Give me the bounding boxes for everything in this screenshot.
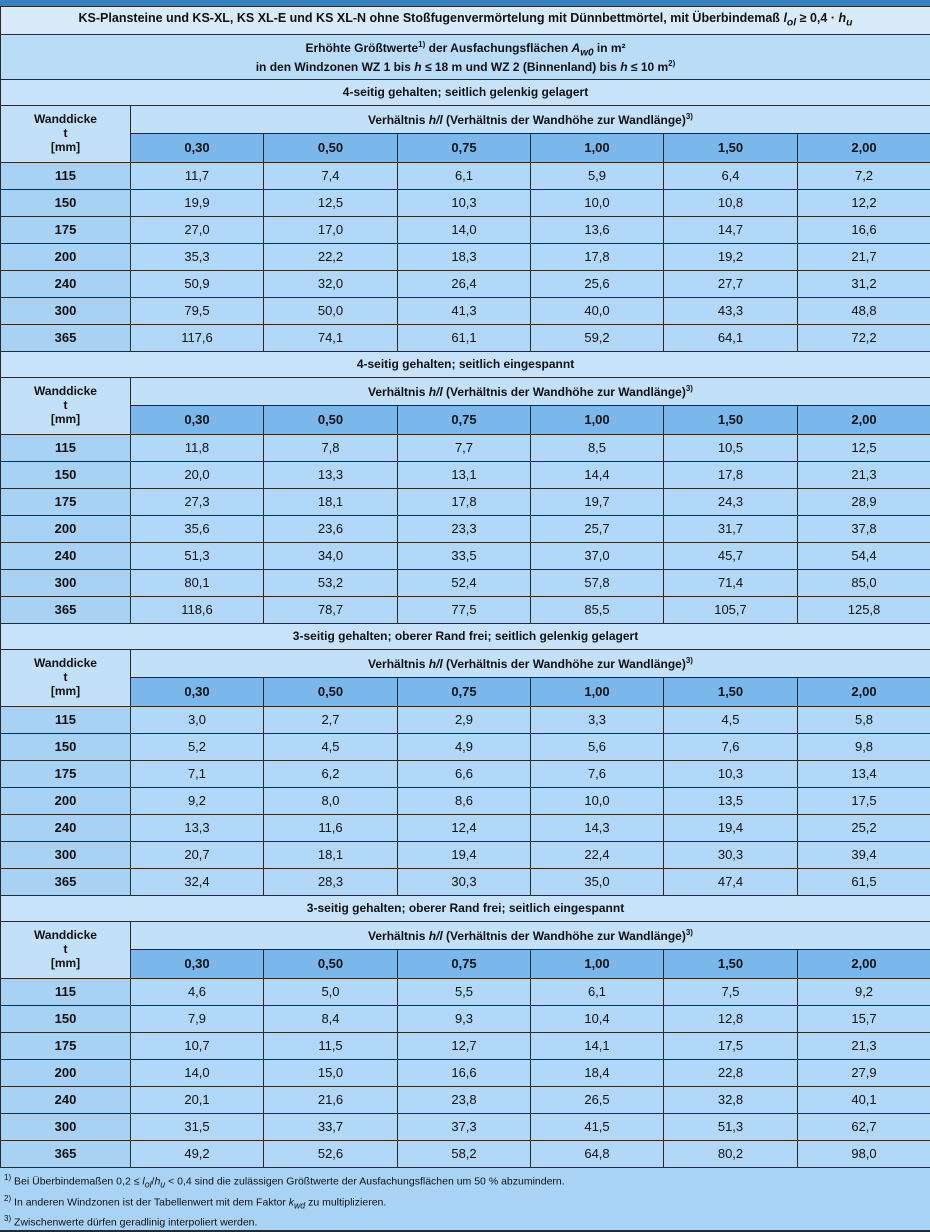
column-header: 1,50 [664, 950, 798, 979]
value-cell: 6,1 [531, 979, 664, 1006]
value-cell: 8,0 [264, 788, 398, 815]
value-cell: 20,0 [131, 462, 264, 489]
value-cell: 17,5 [798, 788, 930, 815]
value-cell: 9,2 [131, 788, 264, 815]
table-row [1, 298, 930, 325]
value-cell: 35,0 [531, 869, 664, 896]
value-cell: 7,6 [531, 761, 664, 788]
value-cell: 7,8 [264, 435, 398, 462]
column-header: 0,30 [131, 950, 264, 979]
value-cell: 85,5 [531, 597, 664, 624]
value-cell: 13,3 [264, 462, 398, 489]
column-header-row [1, 678, 930, 707]
value-cell: 79,5 [131, 298, 264, 325]
value-cell: 52,4 [398, 570, 531, 597]
table-row [1, 217, 930, 244]
value-cell: 12,5 [264, 190, 398, 217]
wall-thickness-cell: 300 [1, 298, 131, 325]
value-cell: 40,0 [531, 298, 664, 325]
value-cell: 47,4 [664, 869, 798, 896]
value-cell: 31,2 [798, 271, 930, 298]
footnotes [0, 1168, 930, 1232]
value-cell: 10,0 [531, 190, 664, 217]
value-cell: 10,3 [398, 190, 531, 217]
value-cell: 10,0 [531, 788, 664, 815]
value-cell: 77,5 [398, 597, 531, 624]
value-cell: 43,3 [664, 298, 798, 325]
value-cell: 15,0 [264, 1060, 398, 1087]
section-heading: 4-seitig gehalten; seitlich gelenkig gelagert [1, 80, 930, 106]
value-cell: 37,0 [531, 543, 664, 570]
value-cell: 9,8 [798, 734, 930, 761]
wall-thickness-cell: 240 [1, 543, 131, 570]
column-header-row [1, 950, 930, 979]
value-cell: 12,5 [798, 435, 930, 462]
value-cell: 71,4 [664, 570, 798, 597]
value-cell: 72,2 [798, 325, 930, 352]
section-heading: 4-seitig gehalten; seitlich eingespannt [1, 352, 930, 378]
value-cell: 59,2 [531, 325, 664, 352]
value-cell: 98,0 [798, 1141, 930, 1168]
value-cell: 27,7 [664, 271, 798, 298]
value-cell: 7,4 [264, 163, 398, 190]
column-header: 0,75 [398, 406, 531, 435]
wall-thickness-cell: 175 [1, 217, 131, 244]
table-row [1, 325, 930, 352]
value-cell: 26,5 [531, 1087, 664, 1114]
value-cell: 11,8 [131, 435, 264, 462]
table-row [1, 707, 930, 734]
value-cell: 14,3 [531, 815, 664, 842]
wall-thickness-cell: 115 [1, 979, 131, 1006]
value-cell: 12,7 [398, 1033, 531, 1060]
value-cell: 80,1 [131, 570, 264, 597]
ratio-header: Verhältnis h/l (Verhältnis der Wandhöhe zur Wandlänge)$^{3)}$ [131, 922, 930, 950]
value-cell: 33,5 [398, 543, 531, 570]
wall-thickness-cell: 300 [1, 570, 131, 597]
table-row [1, 271, 930, 298]
table-row [1, 869, 930, 896]
value-cell: 57,8 [531, 570, 664, 597]
value-cell: 50,0 [264, 298, 398, 325]
value-cell: 32,0 [264, 271, 398, 298]
value-cell: 7,7 [398, 435, 531, 462]
value-cell: 51,3 [664, 1114, 798, 1141]
column-header: 2,00 [798, 406, 930, 435]
value-cell: 52,6 [264, 1141, 398, 1168]
table-row [1, 1087, 930, 1114]
value-cell: 118,6 [131, 597, 264, 624]
value-cell: 51,3 [131, 543, 264, 570]
value-cell: 16,6 [798, 217, 930, 244]
wanddicke-header: Wanddicke t [mm] [1, 106, 131, 163]
value-cell: 17,5 [664, 1033, 798, 1060]
column-header: 1,00 [531, 134, 664, 163]
wanddicke-header: Wanddicke t [mm] [1, 922, 131, 979]
column-header: 1,50 [664, 678, 798, 707]
value-cell: 13,6 [531, 217, 664, 244]
value-cell: 10,7 [131, 1033, 264, 1060]
column-header: 2,00 [798, 950, 930, 979]
value-cell: 10,3 [664, 761, 798, 788]
value-cell: 12,4 [398, 815, 531, 842]
value-cell: 4,6 [131, 979, 264, 1006]
column-header: 1,00 [531, 678, 664, 707]
table-subtitle: Erhöhte Größtwerte$^{1)}$ der Ausfachungsflächen $A_{w0}$ in m² in den Windzonen WZ 1 bis h ≤ 18 m und WZ 2 (Binnenland) bis h ≤ 10 $m^{2)}$ [1, 35, 930, 80]
value-cell: 21,6 [264, 1087, 398, 1114]
table-row [1, 815, 930, 842]
value-cell: 19,4 [398, 842, 531, 869]
table-row [1, 1114, 930, 1141]
wall-thickness-cell: 115 [1, 707, 131, 734]
wall-thickness-cell: 175 [1, 489, 131, 516]
ratio-header-row [1, 378, 930, 406]
value-cell: 18,1 [264, 842, 398, 869]
value-cell: 41,5 [531, 1114, 664, 1141]
table-row [1, 570, 930, 597]
value-cell: 19,4 [664, 815, 798, 842]
value-cell: 5,5 [398, 979, 531, 1006]
ratio-header-row [1, 650, 930, 678]
column-header: 0,30 [131, 134, 264, 163]
value-cell: 7,5 [664, 979, 798, 1006]
wall-thickness-cell: 365 [1, 325, 131, 352]
value-cell: 17,8 [664, 462, 798, 489]
value-cell: 11,6 [264, 815, 398, 842]
value-cell: 78,7 [264, 597, 398, 624]
column-header: 2,00 [798, 678, 930, 707]
table-row [1, 734, 930, 761]
value-cell: 20,1 [131, 1087, 264, 1114]
value-cell: 27,0 [131, 217, 264, 244]
value-cell: 117,6 [131, 325, 264, 352]
column-header: 0,50 [264, 950, 398, 979]
table-row [1, 842, 930, 869]
value-cell: 12,8 [664, 1006, 798, 1033]
value-cell: 61,5 [798, 869, 930, 896]
value-cell: 10,8 [664, 190, 798, 217]
table-row [1, 979, 930, 1006]
section-heading: 3-seitig gehalten; oberer Rand frei; seitlich eingespannt [1, 896, 930, 922]
value-cell: 6,1 [398, 163, 531, 190]
value-cell: 22,8 [664, 1060, 798, 1087]
value-cell: 17,8 [398, 489, 531, 516]
value-cell: 21,3 [798, 1033, 930, 1060]
column-header: 0,75 [398, 950, 531, 979]
value-cell: 50,9 [131, 271, 264, 298]
value-cell: 14,0 [131, 1060, 264, 1087]
value-cell: 40,1 [798, 1087, 930, 1114]
value-cell: 13,3 [131, 815, 264, 842]
value-cell: 6,2 [264, 761, 398, 788]
value-cell: 5,9 [531, 163, 664, 190]
wall-thickness-cell: 150 [1, 190, 131, 217]
value-cell: 64,1 [664, 325, 798, 352]
value-cell: 35,6 [131, 516, 264, 543]
section-heading-row [1, 896, 930, 922]
column-header: 0,30 [131, 406, 264, 435]
value-cell: 49,2 [131, 1141, 264, 1168]
wall-thickness-cell: 150 [1, 734, 131, 761]
table-row [1, 1141, 930, 1168]
value-cell: 62,7 [798, 1114, 930, 1141]
table-row [1, 543, 930, 570]
table-subtitle-row [1, 35, 930, 80]
table-row [1, 516, 930, 543]
value-cell: 13,4 [798, 761, 930, 788]
value-cell: 23,6 [264, 516, 398, 543]
column-header: 0,50 [264, 406, 398, 435]
value-cell: 53,2 [264, 570, 398, 597]
value-cell: 7,6 [664, 734, 798, 761]
value-cell: 19,2 [664, 244, 798, 271]
value-cell: 30,3 [664, 842, 798, 869]
value-cell: 58,2 [398, 1141, 531, 1168]
table-row [1, 761, 930, 788]
column-header: 0,50 [264, 134, 398, 163]
value-cell: 9,2 [798, 979, 930, 1006]
wall-thickness-cell: 300 [1, 1114, 131, 1141]
value-cell: 21,7 [798, 244, 930, 271]
value-cell: 11,7 [131, 163, 264, 190]
footnote-1: $^{1)}$ Bei Überbindemaßen $0,2 \le l_{ol}/h_u < 0,4$ sind die zulässigen Größtwerte der Ausfachungsflächen um 50 % abzumindern. [4, 1171, 926, 1192]
wall-thickness-cell: 200 [1, 516, 131, 543]
table-title-row [1, 7, 930, 35]
value-cell: 39,4 [798, 842, 930, 869]
value-cell: 6,4 [664, 163, 798, 190]
value-cell: 17,8 [531, 244, 664, 271]
wall-thickness-cell: 115 [1, 163, 131, 190]
table-title: KS-Plansteine und KS-XL, KS XL-E und KS XL-N ohne Stoßfugenvermörtelung mit Dünnbettmörtel, mit Überbindemaß $l_{ol} \ge 0,4 \cdot h_u$ [1, 7, 930, 35]
value-cell: 14,0 [398, 217, 531, 244]
value-cell: 14,1 [531, 1033, 664, 1060]
value-cell: 26,4 [398, 271, 531, 298]
value-cell: 25,6 [531, 271, 664, 298]
value-cell: 125,8 [798, 597, 930, 624]
value-cell: 16,6 [398, 1060, 531, 1087]
value-cell: 18,1 [264, 489, 398, 516]
value-cell: 5,6 [531, 734, 664, 761]
wall-thickness-cell: 115 [1, 435, 131, 462]
value-cell: 2,7 [264, 707, 398, 734]
wall-thickness-cell: 365 [1, 869, 131, 896]
value-cell: 30,3 [398, 869, 531, 896]
wall-thickness-cell: 365 [1, 597, 131, 624]
value-cell: 41,3 [398, 298, 531, 325]
table-row [1, 435, 930, 462]
column-header: 0,75 [398, 678, 531, 707]
value-cell: 80,2 [664, 1141, 798, 1168]
footnote-3: $^{3)}$ Zwischenwerte dürfen geradlinig interpoliert werden. [4, 1212, 926, 1230]
value-cell: 17,0 [264, 217, 398, 244]
value-cell: 37,3 [398, 1114, 531, 1141]
value-cell: 25,2 [798, 815, 930, 842]
column-header: 1,00 [531, 406, 664, 435]
wall-thickness-cell: 200 [1, 788, 131, 815]
value-cell: 5,8 [798, 707, 930, 734]
value-cell: 3,0 [131, 707, 264, 734]
wall-thickness-cell: 240 [1, 815, 131, 842]
value-cell: 74,1 [264, 325, 398, 352]
value-cell: 23,8 [398, 1087, 531, 1114]
value-cell: 32,8 [664, 1087, 798, 1114]
table-row [1, 788, 930, 815]
value-cell: 10,4 [531, 1006, 664, 1033]
ratio-header-row [1, 922, 930, 950]
value-cell: 5,0 [264, 979, 398, 1006]
table-row [1, 1006, 930, 1033]
table-row [1, 1033, 930, 1060]
value-cell: 32,4 [131, 869, 264, 896]
value-cell: 7,1 [131, 761, 264, 788]
ausfachung-table [0, 6, 930, 1168]
value-cell: 105,7 [664, 597, 798, 624]
table-row [1, 462, 930, 489]
value-cell: 54,4 [798, 543, 930, 570]
ratio-header: Verhältnis h/l (Verhältnis der Wandhöhe zur Wandlänge)$^{3)}$ [131, 650, 930, 678]
wall-thickness-cell: 240 [1, 271, 131, 298]
column-header: 0,30 [131, 678, 264, 707]
wall-thickness-cell: 175 [1, 761, 131, 788]
footnote-2: $^{2)}$ In anderen Windzonen ist der Tabellenwert mit dem Faktor $k_{wd}$ zu multiplizieren. [4, 1192, 926, 1213]
value-cell: 21,3 [798, 462, 930, 489]
value-cell: 20,7 [131, 842, 264, 869]
value-cell: 24,3 [664, 489, 798, 516]
value-cell: 33,7 [264, 1114, 398, 1141]
value-cell: 64,8 [531, 1141, 664, 1168]
value-cell: 25,7 [531, 516, 664, 543]
column-header: 0,75 [398, 134, 531, 163]
wall-thickness-cell: 365 [1, 1141, 131, 1168]
column-header: 1,50 [664, 134, 798, 163]
value-cell: 48,8 [798, 298, 930, 325]
value-cell: 61,1 [398, 325, 531, 352]
value-cell: 4,5 [664, 707, 798, 734]
value-cell: 6,6 [398, 761, 531, 788]
wall-thickness-cell: 150 [1, 462, 131, 489]
value-cell: 10,5 [664, 435, 798, 462]
value-cell: 14,7 [664, 217, 798, 244]
value-cell: 3,3 [531, 707, 664, 734]
section-heading-row [1, 624, 930, 650]
value-cell: 22,2 [264, 244, 398, 271]
wall-thickness-cell: 150 [1, 1006, 131, 1033]
column-header: 2,00 [798, 134, 930, 163]
section-heading: 3-seitig gehalten; oberer Rand frei; seitlich gelenkig gelagert [1, 624, 930, 650]
column-header-row [1, 406, 930, 435]
value-cell: 2,9 [398, 707, 531, 734]
value-cell: 11,5 [264, 1033, 398, 1060]
value-cell: 19,7 [531, 489, 664, 516]
table-row [1, 1060, 930, 1087]
value-cell: 12,2 [798, 190, 930, 217]
table-row [1, 489, 930, 516]
value-cell: 15,7 [798, 1006, 930, 1033]
value-cell: 13,5 [664, 788, 798, 815]
column-header: 1,50 [664, 406, 798, 435]
value-cell: 23,3 [398, 516, 531, 543]
wall-thickness-cell: 200 [1, 244, 131, 271]
value-cell: 27,3 [131, 489, 264, 516]
table-row [1, 597, 930, 624]
value-cell: 28,3 [264, 869, 398, 896]
wall-thickness-cell: 175 [1, 1033, 131, 1060]
wanddicke-header: Wanddicke t [mm] [1, 378, 131, 435]
ratio-header: Verhältnis h/l (Verhältnis der Wandhöhe zur Wandlänge)$^{3)}$ [131, 106, 930, 134]
value-cell: 19,9 [131, 190, 264, 217]
value-cell: 4,5 [264, 734, 398, 761]
value-cell: 31,7 [664, 516, 798, 543]
value-cell: 34,0 [264, 543, 398, 570]
column-header-row [1, 134, 930, 163]
value-cell: 18,4 [531, 1060, 664, 1087]
value-cell: 4,9 [398, 734, 531, 761]
value-cell: 7,2 [798, 163, 930, 190]
wall-thickness-cell: 240 [1, 1087, 131, 1114]
section-heading-row [1, 352, 930, 378]
ratio-header: Verhältnis h/l (Verhältnis der Wandhöhe zur Wandlänge)$^{3)}$ [131, 378, 930, 406]
value-cell: 22,4 [531, 842, 664, 869]
value-cell: 28,9 [798, 489, 930, 516]
value-cell: 45,7 [664, 543, 798, 570]
value-cell: 31,5 [131, 1114, 264, 1141]
ratio-header-row [1, 106, 930, 134]
value-cell: 35,3 [131, 244, 264, 271]
column-header: 1,00 [531, 950, 664, 979]
wall-thickness-cell: 200 [1, 1060, 131, 1087]
value-cell: 14,4 [531, 462, 664, 489]
value-cell: 13,1 [398, 462, 531, 489]
section-heading-row [1, 80, 930, 106]
wall-thickness-cell: 300 [1, 842, 131, 869]
value-cell: 8,6 [398, 788, 531, 815]
wanddicke-header: Wanddicke t [mm] [1, 650, 131, 707]
table-row [1, 190, 930, 217]
value-cell: 18,3 [398, 244, 531, 271]
value-cell: 85,0 [798, 570, 930, 597]
value-cell: 27,9 [798, 1060, 930, 1087]
value-cell: 37,8 [798, 516, 930, 543]
value-cell: 5,2 [131, 734, 264, 761]
table-row [1, 163, 930, 190]
value-cell: 8,5 [531, 435, 664, 462]
column-header: 0,50 [264, 678, 398, 707]
value-cell: 7,9 [131, 1006, 264, 1033]
value-cell: 8,4 [264, 1006, 398, 1033]
table-row [1, 244, 930, 271]
value-cell: 9,3 [398, 1006, 531, 1033]
